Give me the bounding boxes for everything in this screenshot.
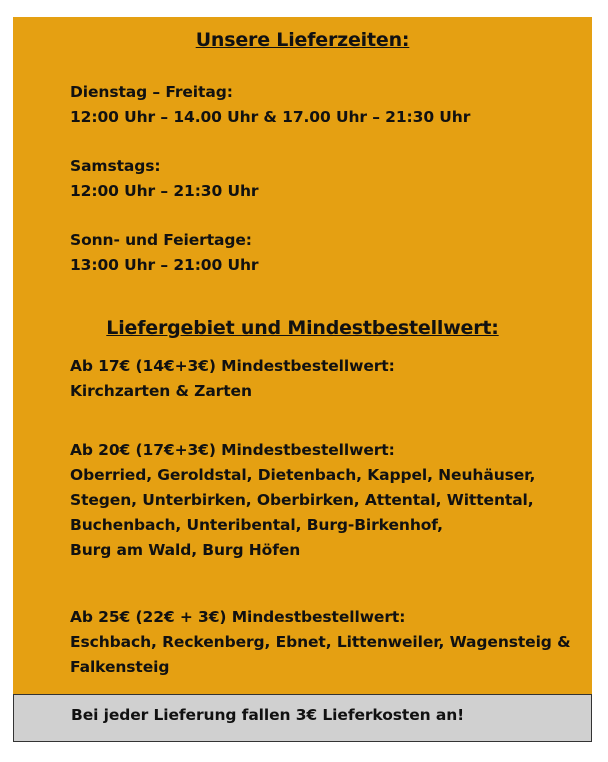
delivery-tier-25 <box>70 605 580 680</box>
tier-places-line: Oberried, Geroldstal, Dietenbach, Kappel, Neuhäuser, <box>70 466 536 484</box>
delivery-tier-17 <box>70 354 580 404</box>
tier-places-line: Eschbach, Reckenberg, Ebnet, Littenweiler, Wagensteig & <box>70 633 571 651</box>
weekdays-hours: 12:00 Uhr – 14.00 Uhr & 17.00 Uhr – 21:30 Uhr <box>70 108 471 126</box>
sunday-holidays-label: Sonn- und Feiertage: <box>70 231 252 249</box>
delivery-tier-20 <box>70 438 580 563</box>
delivery-times-sunday-holidays <box>70 228 580 278</box>
delivery-times-weekdays <box>70 80 580 130</box>
delivery-area-heading: Liefergebiet und Mindestbestellwert: <box>106 317 499 339</box>
delivery-times-heading: Unsere Lieferzeiten: <box>195 29 410 51</box>
tier-places-line: Falkensteig <box>70 658 170 676</box>
info-panel <box>13 17 592 694</box>
saturday-label: Samstags: <box>70 157 161 175</box>
tier-minimum: Ab 17€ (14€+3€) Mindestbestellwert: <box>70 357 395 375</box>
tier-minimum: Ab 20€ (17€+3€) Mindestbestellwert: <box>70 441 395 459</box>
delivery-cost-footer <box>13 694 592 742</box>
delivery-cost-note: Bei jeder Lieferung fallen 3€ Lieferkosten an! <box>71 706 465 724</box>
tier-minimum: Ab 25€ (22€ + 3€) Mindestbestellwert: <box>70 608 406 626</box>
delivery-times-saturday <box>70 154 580 204</box>
sunday-holidays-hours: 13:00 Uhr – 21:00 Uhr <box>70 256 259 274</box>
tier-places-line: Buchenbach, Unteribental, Burg-Birkenhof, <box>70 516 443 534</box>
tier-places-line: Burg am Wald, Burg Höfen <box>70 541 301 559</box>
tier-places-line: Stegen, Unterbirken, Oberbirken, Attental, Wittental, <box>70 491 534 509</box>
saturday-hours: 12:00 Uhr – 21:30 Uhr <box>70 182 259 200</box>
weekdays-label: Dienstag – Freitag: <box>70 83 233 101</box>
tier-places-line: Kirchzarten & Zarten <box>70 382 252 400</box>
